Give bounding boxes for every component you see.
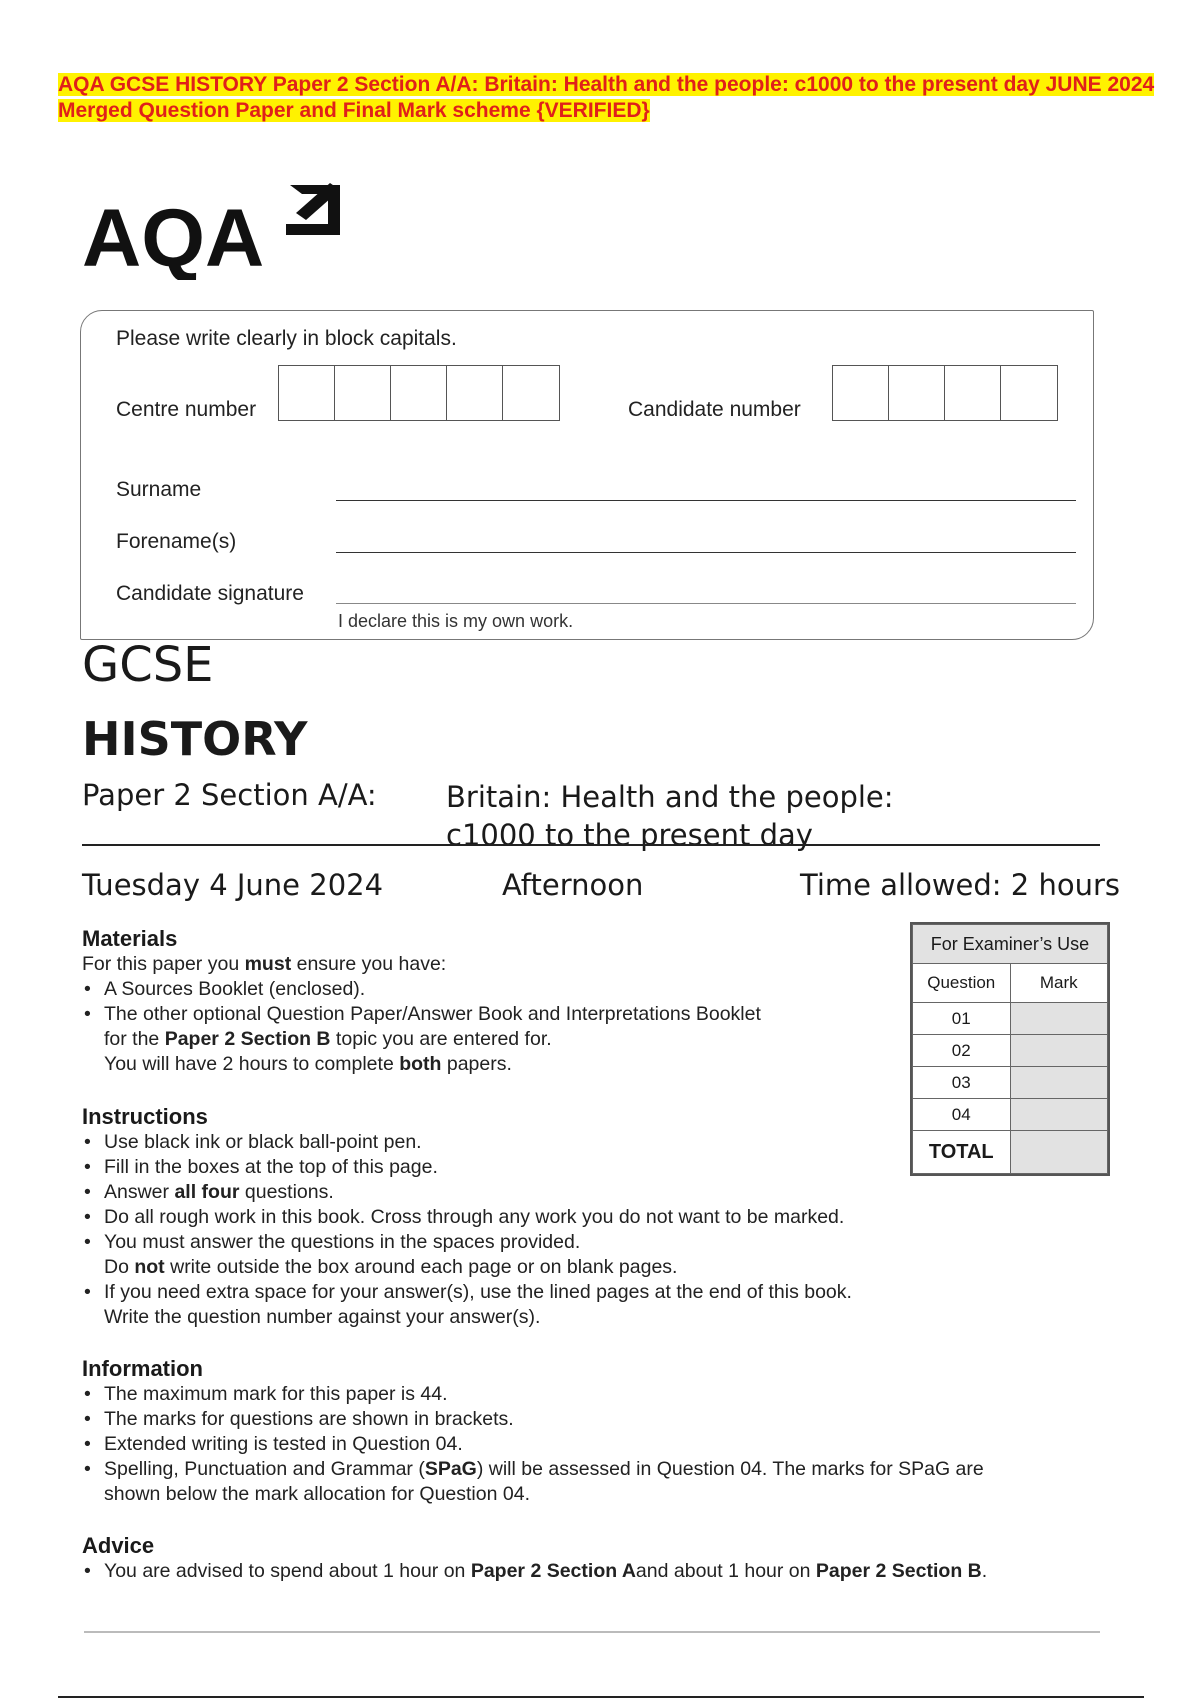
total-label: TOTAL — [913, 1131, 1011, 1174]
advice-heading: Advice — [82, 1533, 155, 1558]
topic-line-1: Britain: Health and the people: — [446, 780, 894, 814]
topic-line-2: c1000 to the present day — [446, 818, 813, 852]
signature-field[interactable] — [336, 603, 1076, 604]
question-number: 04 — [913, 1099, 1011, 1131]
candidate-number-label: Candidate number — [628, 398, 801, 421]
centre-number-field[interactable] — [278, 365, 560, 421]
aqa-logo — [82, 180, 352, 280]
total-mark-cell — [1010, 1131, 1108, 1174]
instructions-heading: Instructions — [82, 1104, 208, 1129]
question-number: 01 — [913, 1003, 1011, 1035]
list-item: • The marks for questions are shown in brackets. — [104, 1407, 1082, 1432]
exam-session: Afternoon — [502, 868, 644, 902]
centre-number-digit-box[interactable] — [503, 366, 559, 420]
signature-label: Candidate signature — [116, 582, 304, 605]
page-bottom-rule — [58, 1696, 1144, 1698]
information-list — [82, 1382, 1082, 1507]
advice-section — [82, 1533, 1132, 1584]
subject-title: HISTORY — [82, 712, 308, 766]
mark-cell — [1010, 1067, 1108, 1099]
aqa-logo-graphic — [82, 180, 352, 280]
list-item: • Do all rough work in this book. Cross through any work you do not want to be marked. — [104, 1205, 982, 1230]
examiners-use-table — [910, 922, 1110, 1176]
banner-text: AQA GCSE HISTORY Paper 2 Section A/A: Britain: Health and the people: c1000 to the present day JUNE 2024 Merged Question Paper and Final Mark scheme {VERIFIED} — [58, 73, 1155, 122]
candidate-number-field[interactable] — [832, 365, 1058, 421]
mark-cell — [1010, 1035, 1108, 1067]
list-item: • Extended writing is tested in Question 04. — [104, 1432, 1082, 1457]
mark-cell — [1010, 1099, 1108, 1131]
candidate-number-digit-box[interactable] — [833, 366, 889, 420]
mark-cell — [1010, 1003, 1108, 1035]
centre-number-digit-box[interactable] — [279, 366, 335, 420]
table-row — [913, 1035, 1108, 1067]
instructions-section — [82, 1104, 982, 1330]
materials-list — [82, 977, 902, 1077]
exam-date: Tuesday 4 June 2024 — [82, 868, 384, 902]
table-row — [913, 1099, 1108, 1131]
centre-number-digit-box[interactable] — [447, 366, 503, 420]
list-item: • If you need extra space for your answer(s), use the lined pages at the end of this book. Write the question number against your answer(s). — [104, 1280, 982, 1330]
instructions-list — [82, 1130, 982, 1330]
information-section — [82, 1356, 1082, 1507]
materials-intro: For this paper you must ensure you have: — [82, 953, 447, 975]
list-item: • Fill in the boxes at the top of this page. — [104, 1155, 982, 1180]
centre-number-digit-box[interactable] — [391, 366, 447, 420]
list-item: • Use black ink or black ball-point pen. — [104, 1130, 982, 1155]
declaration-text: I declare this is my own work. — [338, 611, 574, 631]
question-number: 02 — [913, 1035, 1011, 1067]
document-banner-title — [58, 72, 1168, 124]
mark-column-header: Mark — [1010, 964, 1108, 1003]
materials-section — [82, 926, 902, 1077]
paper-code: Paper 2 Section A/A: — [82, 778, 377, 812]
candidate-number-digit-box[interactable] — [889, 366, 945, 420]
list-item: • The other optional Question Paper/Answer Book and Interpretations Booklet for the Paper 2 Section B topic you are entered for. You will have 2 hours to complete both papers. — [104, 1002, 902, 1077]
candidate-number-digit-box[interactable] — [1001, 366, 1057, 420]
centre-number-label: Centre number — [116, 398, 257, 421]
block-capitals-instruction: Please write clearly in block capitals. — [116, 327, 457, 350]
list-item: • You are advised to spend about 1 hour on Paper 2 Section Aand about 1 hour on Paper 2 Section B. — [104, 1559, 1132, 1584]
total-row — [913, 1131, 1108, 1174]
footer-divider — [84, 1631, 1100, 1633]
exam-duration: Time allowed: 2 hours — [800, 868, 1120, 902]
forename-label: Forename(s) — [116, 530, 237, 553]
title-divider — [82, 844, 1100, 846]
advice-list — [82, 1559, 1132, 1584]
list-item: • Spelling, Punctuation and Grammar (SPaG) will be assessed in Question 04. The marks for SPaG are shown below the mark allocation for Question 04. — [104, 1457, 1082, 1507]
table-row — [913, 1003, 1108, 1035]
information-heading: Information — [82, 1356, 203, 1381]
surname-field[interactable] — [336, 500, 1076, 501]
logo-text: AQA — [82, 193, 265, 280]
candidate-number-digit-box[interactable] — [945, 366, 1001, 420]
qualification-title: GCSE — [82, 637, 214, 693]
materials-heading: Materials — [82, 926, 178, 951]
surname-label: Surname — [116, 478, 202, 501]
centre-number-digit-box[interactable] — [335, 366, 391, 420]
list-item: • The maximum mark for this paper is 44. — [104, 1382, 1082, 1407]
question-column-header: Question — [913, 964, 1011, 1003]
paper-topic — [446, 778, 894, 854]
list-item: • You must answer the questions in the spaces provided. Do not write outside the box around each page or on blank pages. — [104, 1230, 982, 1280]
list-item: • Answer all four questions. — [104, 1180, 982, 1205]
examiners-use-title: For Examiner’s Use — [913, 925, 1108, 964]
question-number: 03 — [913, 1067, 1011, 1099]
list-item: • A Sources Booklet (enclosed). — [104, 977, 902, 1002]
forename-field[interactable] — [336, 552, 1076, 553]
logo-mark-icon — [286, 183, 340, 235]
table-row — [913, 1067, 1108, 1099]
